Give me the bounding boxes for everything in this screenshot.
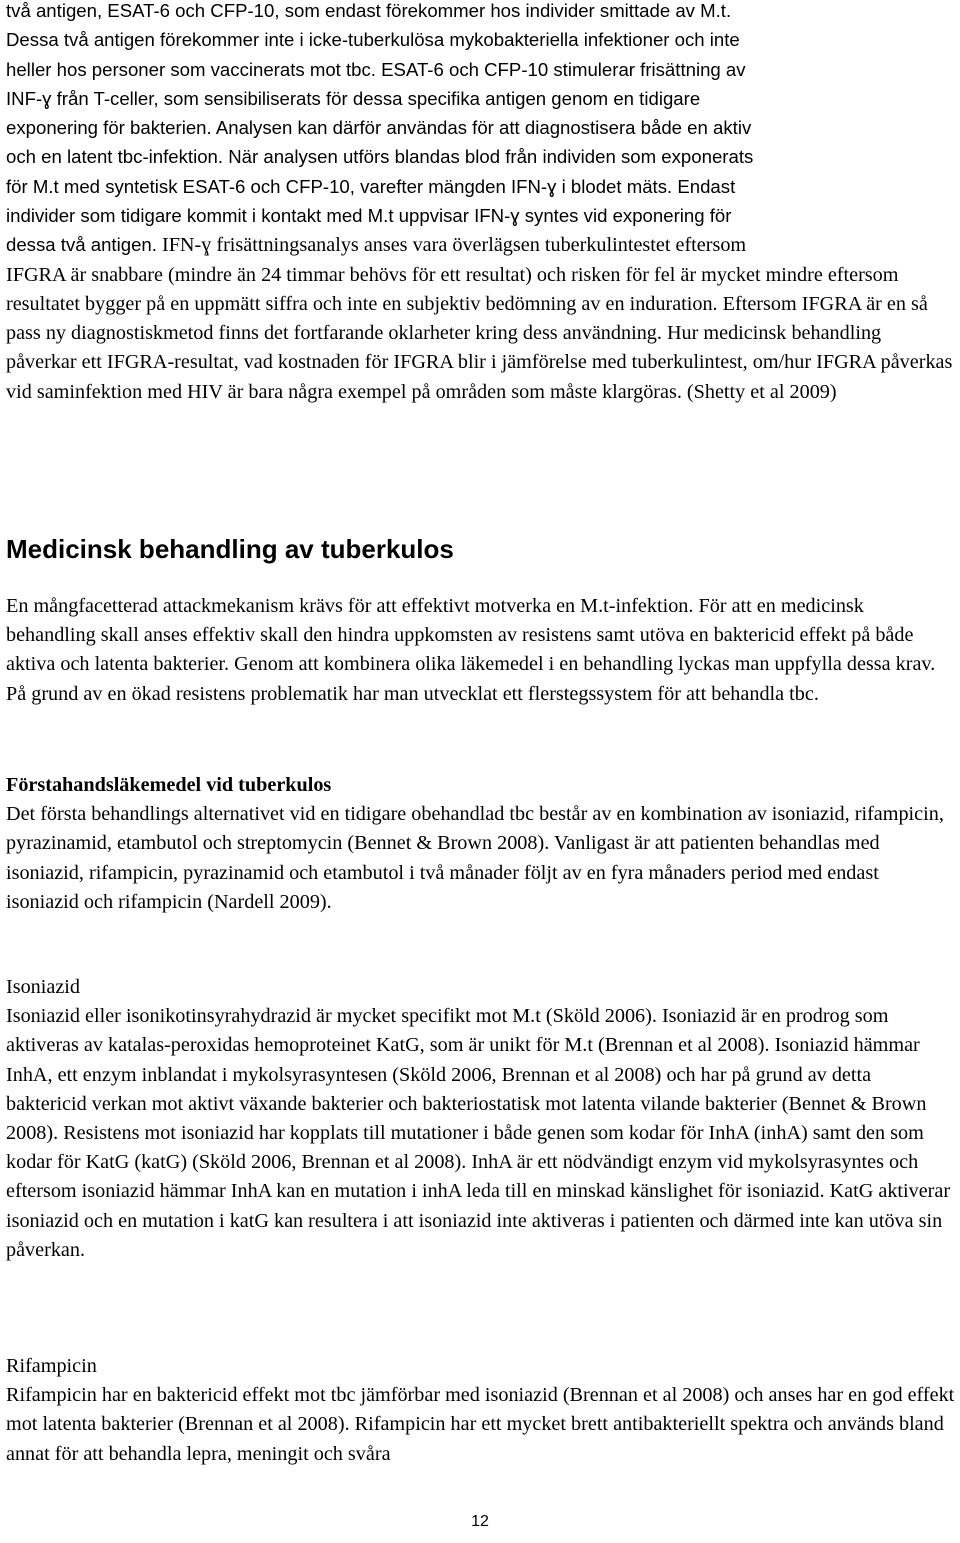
section-paragraph: En mångfacetterad attackmekanism krävs för att effektivt motverka en M.t-infektion. För att en medicinsk behandling skall anses effektiv skall den hindra uppkomsten av resistens samt utöva en baktericid effekt på både aktiva och latenta bakterier. Genom att kombinera olika läkemedel i en behandling lyckas man uppfylla dessa krav. På grund av en ökad resistens problematik har man utvecklat ett flerstegssystem för att behandla tbc. <box>6 595 936 705</box>
intro-line: två antigen, ESAT-6 och CFP-10, som endast förekommer hos individer smittade av M.t. <box>6 0 732 21</box>
intro-line: exponering för bakterien. Analysen kan därför användas för att diagnostisera både en aktiv <box>6 117 752 139</box>
intro-line: och en latent tbc-infektion. När analysen utförs blandas blod från individen som exponerats <box>6 146 754 168</box>
rifampicin-block <box>6 1352 956 1469</box>
section-heading: Medicinsk behandling av tuberkulos <box>6 534 454 564</box>
first-line-heading: Förstahandsläkemedel vid tuberkulos <box>6 774 332 796</box>
intro-line: INF-ɣ från T-celler, som sensibiliserats för dessa specifika antigen genom en tidigare <box>6 87 701 109</box>
intro-line: Dessa två antigen förekommer inte i icke-tuberkulösa mykobakteriella infektioner och inte <box>6 29 740 51</box>
isoniazid-heading: Isoniazid <box>6 976 80 998</box>
rifampicin-paragraph: Rifampicin har en baktericid effekt mot tbc jämförbar med isoniazid (Brennan et al 2008) och anses har en god effekt mot latenta bakterier (Brennan et al 2008). Rifampicin har ett mycket brett antibakteriellt spektra och används bland annat för att behandla lepra, meningit och svåra <box>6 1384 955 1465</box>
rifampicin-heading: Rifampicin <box>6 1355 97 1377</box>
intro-paragraph <box>6 0 956 407</box>
intro-line-serif-start: IFN-ɣ frisättningsanalys anses vara överlägsen tuberkulintestet eftersom <box>156 234 747 257</box>
page-number: 12 <box>471 1513 489 1530</box>
first-line-paragraph: Det första behandlings alternativet vid en tidigare obehandlad tbc består av en kombination av isoniazid, rifampicin, pyrazinamid, etambutol och streptomycin (Bennet & Brown 2008). Vanligast är att patienten behandlas med isoniazid, rifampicin, pyrazinamid och etambutol i två månader följt av en fyra månaders period med endast isoniazid och rifampicin (Nardell 2009). <box>6 803 944 913</box>
section-paragraph-block <box>6 592 956 709</box>
intro-line-sans-end: dessa två antigen. <box>6 234 157 256</box>
isoniazid-paragraph: Isoniazid eller isonikotinsyrahydrazid är mycket specifikt mot M.t (Sköld 2006). Isoniazid är en prodrog som aktiveras av katalas-peroxidas hemoproteinet KatG, som är unikt för M.t (Brennan et al 2008). Isoniazid hämmar InhA, ett enzym inblandat i mykolsyrasyntesen (Sköld 2006, Brennan et al 2008) och har på grund av detta baktericid verkan mot aktivt växande bakterier och bakteriostatisk mot latenta vilande bakterier (Bennet & Brown 2008). Resistens mot isoniazid har kopplats till mutationer i både genen som kodar för InhA (inhA) samt den som kodar för KatG (katG) (Sköld 2006, Brennan et al 2008). InhA är ett nödvändigt enzym vid mykolsyrasyntes och eftersom isoniazid hämmar InhA kan en mutation i inhA leda till en minskad känslighet för isoniazid. KatG aktiverar isoniazid och en mutation i katG kan resultera i att isoniazid inte aktiveras i patienten och därmed inte kan utöva sin påverkan. <box>6 1005 951 1261</box>
first-line-block <box>6 771 956 917</box>
intro-line: för M.t med syntetisk ESAT-6 och CFP-10, varefter mängden IFN-ɣ i blodet mäts. Endast <box>6 175 736 197</box>
intro-line: individer som tidigare kommit i kontakt med M.t uppvisar IFN-ɣ syntes vid exponering för <box>6 205 732 227</box>
intro-sans-text <box>6 0 956 261</box>
intro-serif-text: IFGRA är snabbare (mindre än 24 timmar behövs för ett resultat) och risken för fel är mycket mindre eftersom resultatet bygger på en uppmätt siffra och inte en subjektiv bedömning av en induration. Eftersom IFGRA är en så pass ny diagnostiskmetod finns det fortfarande oklarheter kring dess användning. Hur medicinsk behandling påverkar ett IFGRA-resultat, vad kostnaden för IFGRA blir i jämförelse med tuberkulintest, om/hur IFGRA påverkas vid saminfektion med HIV är bara några exempel på områden som måste klargöras. (Shetty et al 2009) <box>6 263 953 403</box>
isoniazid-block <box>6 973 956 1265</box>
intro-line <box>6 230 956 260</box>
intro-line: heller hos personer som vaccinerats mot tbc. ESAT-6 och CFP-10 stimulerar frisättning av <box>6 58 746 80</box>
